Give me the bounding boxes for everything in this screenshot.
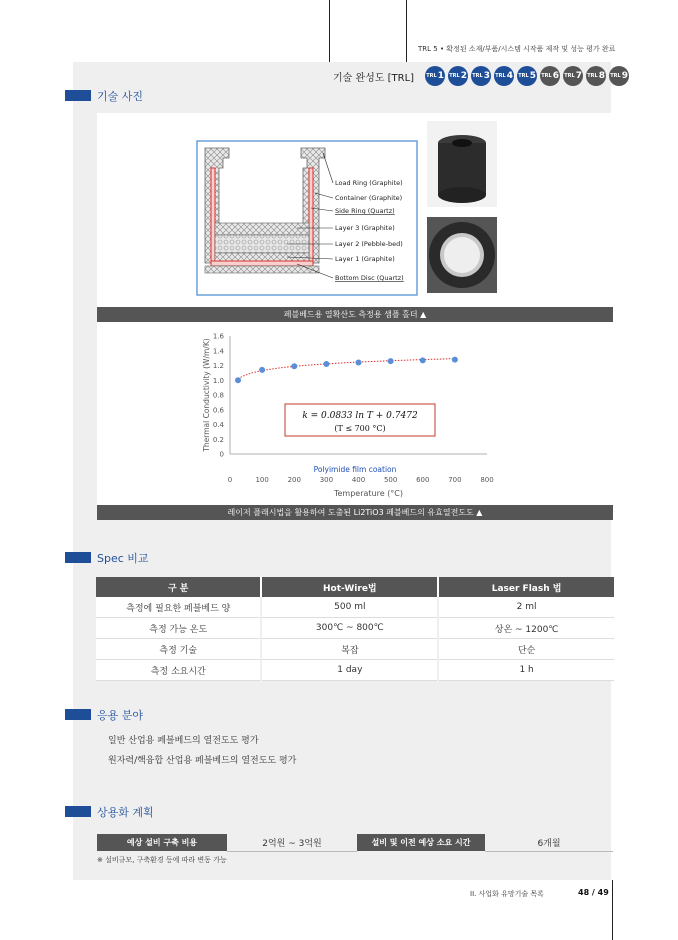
section-marker [65, 90, 91, 101]
x-tick-label: 300 [319, 476, 334, 484]
x-tick-label: 800 [480, 476, 494, 484]
trl-badge-8: TRL 8 [586, 66, 606, 86]
biz-section-title: 상용화 계획 [97, 806, 154, 819]
cost-value: 2억원 ~ 3억원 [227, 834, 357, 852]
trl-badge-4: TRL 4 [494, 66, 514, 86]
trl-label: 기술 완성도 [TRL] [333, 72, 415, 84]
x-tick-label: 200 [287, 476, 301, 484]
table-cell: 복잡 [261, 639, 438, 660]
y-tick-label: 1.4 [212, 347, 224, 356]
trl-badge-2: TRL 2 [448, 66, 468, 86]
chart-box [97, 322, 613, 505]
photo-caption: 페블베드용 열확산도 측정용 샘플 홀더 ▲ [97, 307, 613, 322]
spec-header-laserflash: Laser Flash 법 [438, 577, 614, 597]
spec-section-title: Spec 비교 [97, 552, 149, 565]
section-marker [65, 709, 91, 720]
spec-header-hotwire: Hot-Wire법 [261, 577, 438, 597]
data-point [420, 357, 426, 363]
y-tick-label: 0 [219, 450, 224, 459]
y-tick-label: 1.0 [212, 376, 224, 385]
diagram-label: Layer 2 (Pebble-bed) [335, 240, 403, 248]
table-cell: 측정 가능 온도 [96, 618, 261, 639]
diagram-label: Load Ring (Graphite) [335, 179, 403, 187]
diagram-label: Side Ring (Quartz) [335, 207, 395, 215]
time-label: 설비 및 이전 예상 소요 시간 [357, 834, 485, 851]
y-axis-label: Thermal Conductivity (W/m/K) [202, 338, 211, 452]
x-tick-label: 100 [255, 476, 269, 484]
y-tick-label: 0.8 [212, 391, 224, 400]
x-tick-label: 400 [351, 476, 366, 484]
table-cell: 500 ml [261, 597, 438, 618]
table-cell: 300℃ ~ 800℃ [261, 618, 438, 639]
data-point [388, 358, 394, 364]
table-row [96, 597, 614, 618]
diagram-label: Bottom Disc (Quartz) [335, 274, 404, 282]
y-tick-label: 0.6 [212, 406, 224, 415]
photo-box [97, 113, 613, 307]
diagram-label: Layer 1 (Graphite) [335, 255, 395, 263]
y-tick-label: 0.4 [212, 421, 224, 429]
trl-badge-5: TRL 5 [517, 66, 537, 86]
diagram-label: Container (Graphite) [335, 194, 403, 202]
thermal-conductivity-chart [97, 322, 613, 505]
y-tick-label: 0.2 [212, 435, 224, 444]
table-cell: 측정 소요시간 [96, 660, 261, 681]
x-tick-label: 0 [227, 476, 233, 484]
table-cell: 1 day [261, 660, 438, 681]
data-point [235, 377, 241, 383]
table-cell: 단순 [438, 639, 614, 660]
table-cell: 측정에 필요한 페블베드 양 [96, 597, 261, 618]
cost-label: 예상 설비 구축 비용 [97, 834, 227, 851]
equation-text: k = 0.0833 ln T + 0.7472 [302, 411, 418, 421]
trl-badge-1: TRL 1 [425, 66, 445, 86]
table-cell: 상온 ~ 1200℃ [438, 618, 614, 639]
data-point [452, 357, 458, 363]
app-section-title: 응용 분야 [97, 709, 144, 722]
table-row [96, 618, 614, 639]
y-tick-label: 1.2 [212, 362, 224, 370]
table-cell: 2 ml [438, 597, 614, 618]
list-item: 일반 산업용 페블베드의 열전도도 평가 [108, 736, 259, 746]
trl-badge-9: TRL 9 [609, 66, 629, 86]
data-point [356, 360, 362, 366]
table-cell: 측정 기술 [96, 639, 261, 660]
page-number: 48 / 49 [578, 888, 609, 897]
x-axis-label: Temperature (°C) [333, 489, 404, 498]
diagram-label: Layer 3 (Graphite) [335, 224, 395, 232]
y-tick-label: 1.6 [212, 332, 224, 341]
x-tick-label: 600 [416, 476, 430, 484]
cost-note: ※ 설비규모, 구축환경 등에 따라 변동 가능 [97, 856, 227, 864]
list-item: 원자력/핵융합 산업용 페블베드의 열전도도 평가 [108, 756, 297, 766]
trl-status-text: TRL 5 • 확정된 소재/부품/시스템 시작품 제작 및 성능 평가 완료 [418, 45, 616, 53]
data-point [323, 361, 329, 367]
photo-section-title: 기술 사진 [97, 90, 144, 103]
chart-caption: 레이저 플래시법을 활용하여 도출된 Li2TiO3 페블베드의 유효열전도도 ▲ [97, 505, 613, 520]
x-tick-label: 700 [448, 476, 462, 484]
data-point [291, 363, 297, 369]
footer-section: II. 사업화 유망기술 목록 [470, 890, 544, 898]
data-point [259, 367, 265, 373]
spec-table [96, 577, 614, 681]
x-tick-label: 500 [383, 476, 398, 484]
spec-header-category: 구 분 [96, 577, 261, 597]
table-cell: 1 h [438, 660, 614, 681]
section-marker [65, 806, 91, 817]
trl-badge-3: TRL 3 [471, 66, 491, 86]
equation-range: (T ≤ 700 °C) [334, 424, 386, 433]
table-row [96, 639, 614, 660]
time-value: 6개월 [485, 834, 613, 852]
sample-holder-diagram [97, 113, 613, 307]
section-marker [65, 552, 91, 563]
trl-badge-7: TRL 7 [563, 66, 583, 86]
trl-indicator [333, 66, 629, 86]
chart-annotation: Polyimide film coation [313, 465, 397, 474]
trl-badge-6: TRL 6 [540, 66, 560, 86]
table-row [96, 660, 614, 681]
